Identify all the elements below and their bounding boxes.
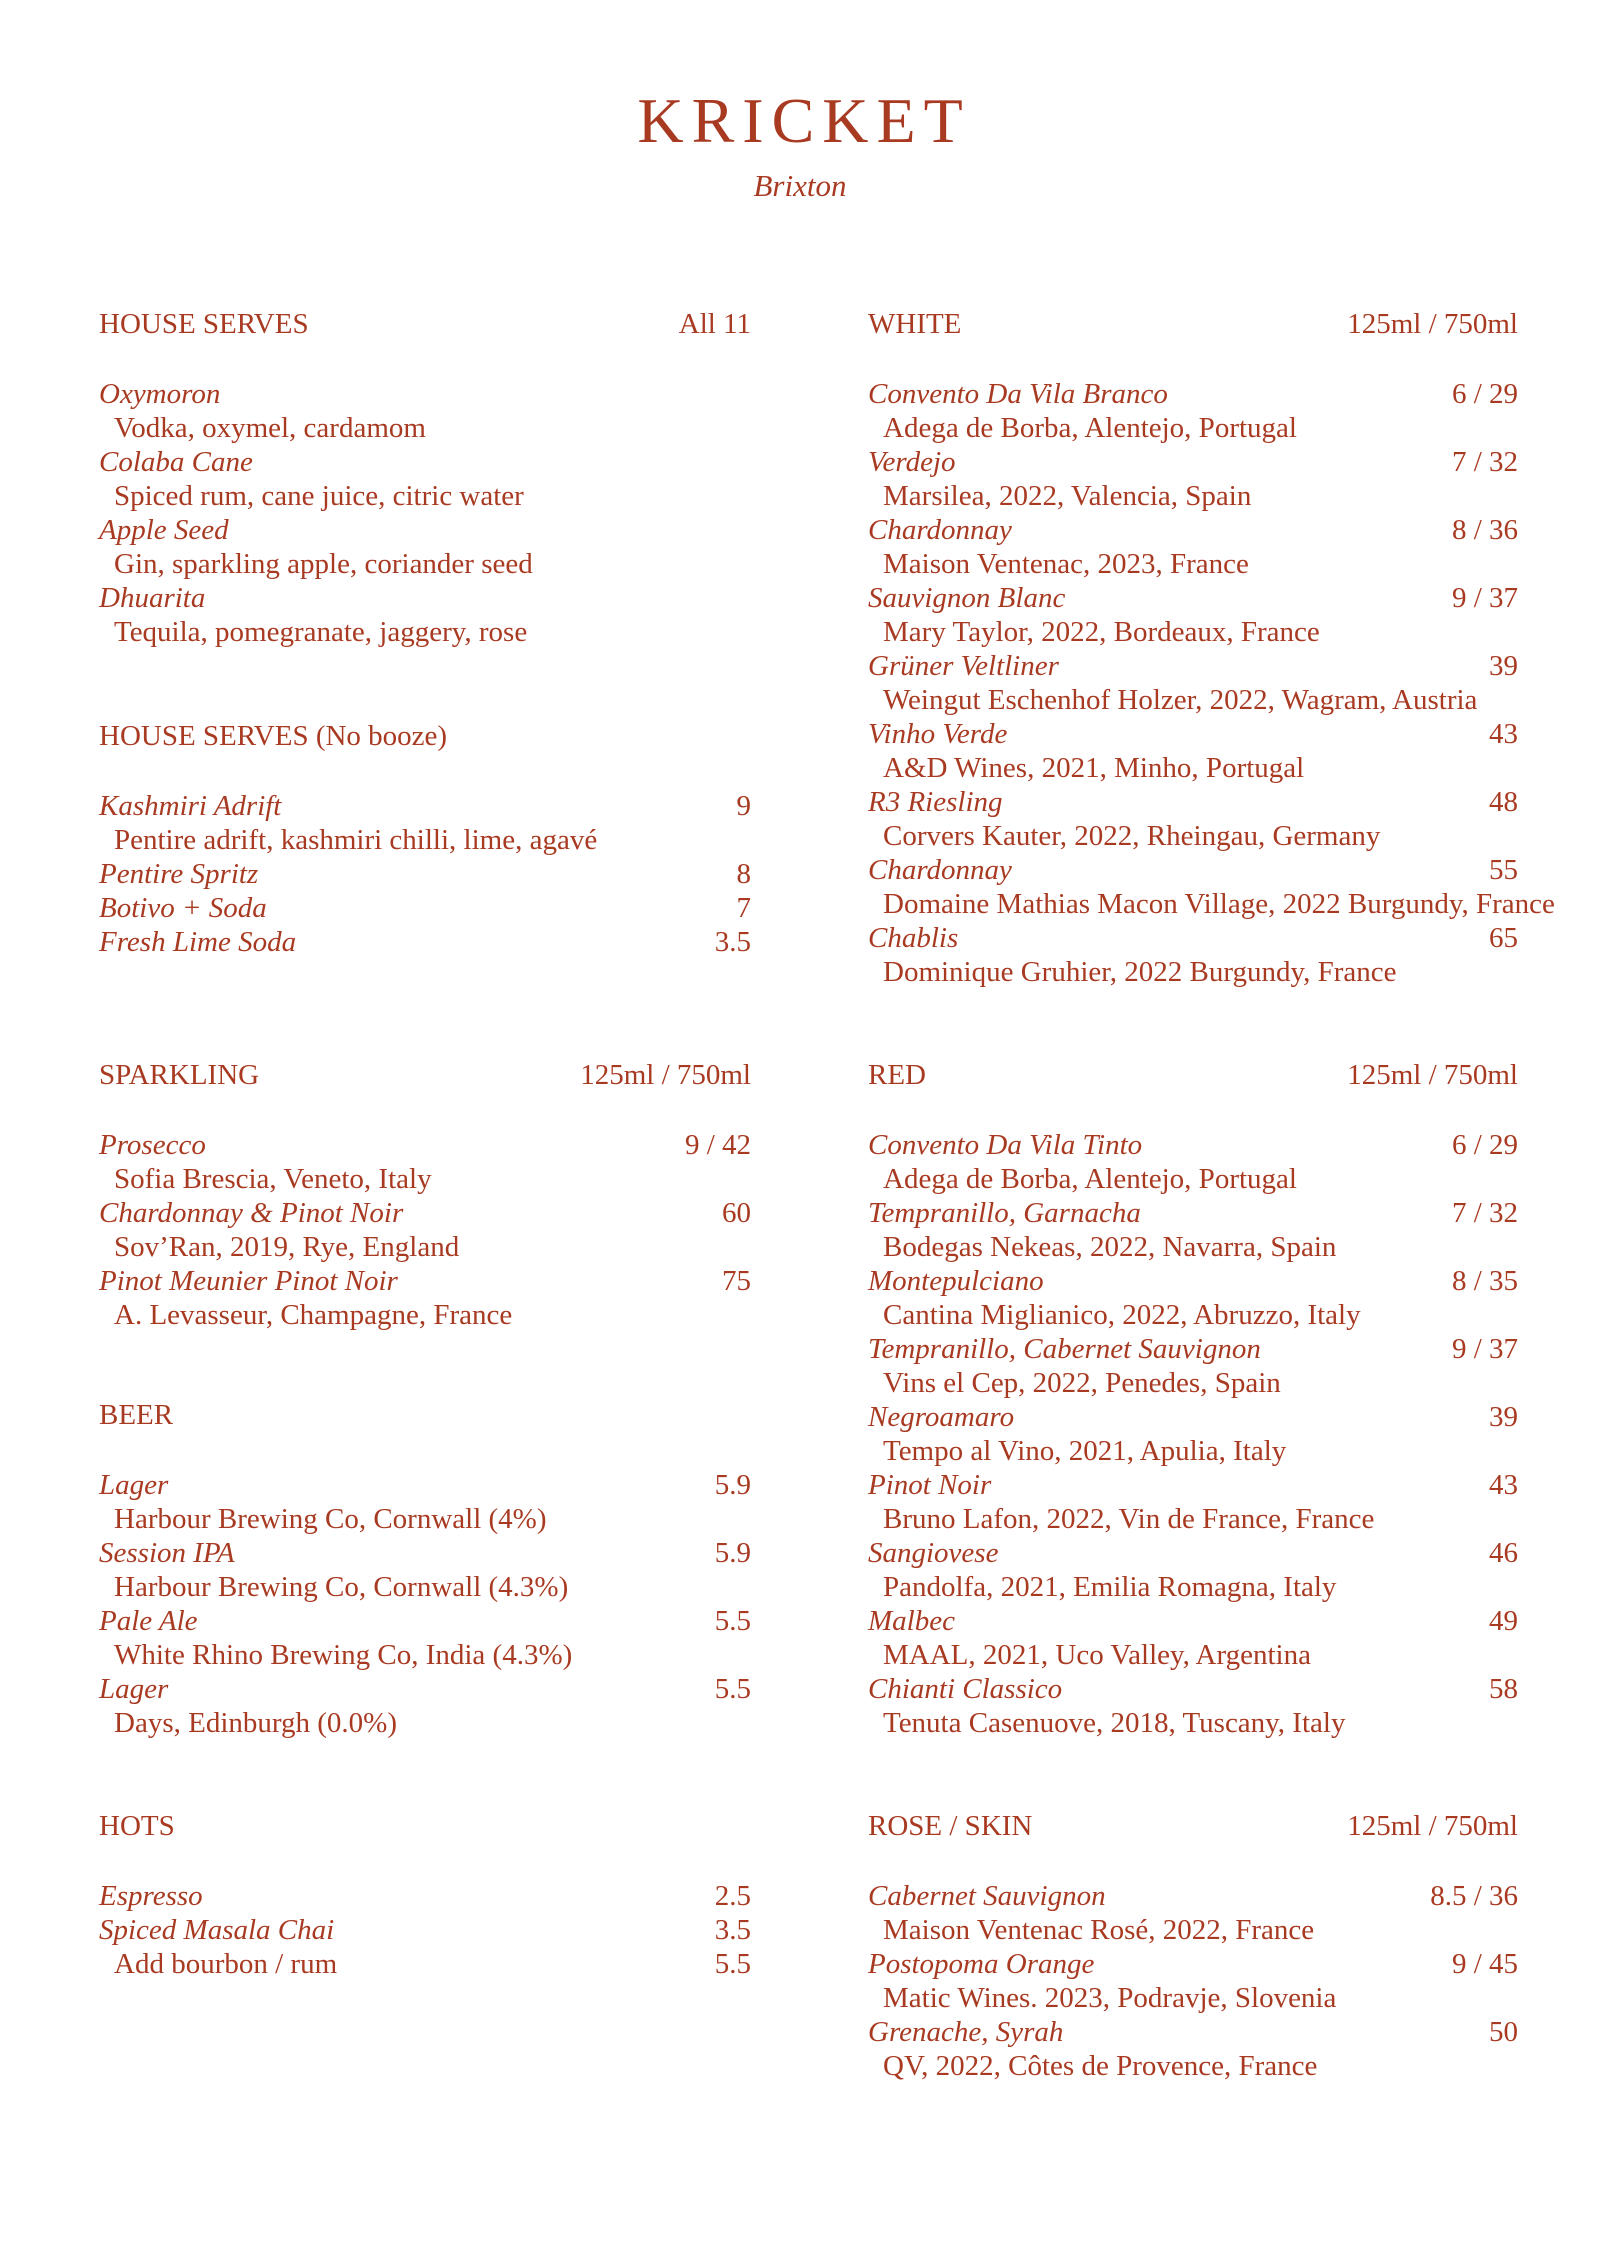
menu-item-price: 2.5 xyxy=(714,1880,751,1912)
menu-item-detail: Sofia Brescia, Veneto, Italy xyxy=(114,1163,432,1195)
menu-item-price: 9 xyxy=(736,790,751,822)
menu-item-name: Espresso xyxy=(99,1880,203,1912)
menu-item-row xyxy=(868,1264,1518,1298)
menu-item-detail: Gin, sparkling apple, coriander seed xyxy=(114,548,533,580)
menu-item-detail: Days, Edinburgh (0.0%) xyxy=(114,1707,397,1739)
menu-item-price: 46 xyxy=(1489,1537,1518,1569)
menu-item-name: Chardonnay xyxy=(868,854,1012,886)
menu-item-detail: Maison Ventenac, 2023, France xyxy=(883,548,1249,580)
section-heading: SPARKLING xyxy=(99,1059,260,1091)
menu-item-price: 43 xyxy=(1489,1469,1518,1501)
menu-item-detail: Tenuta Casenuove, 2018, Tuscany, Italy xyxy=(883,1707,1346,1739)
section-house-serves xyxy=(99,307,751,649)
menu-item-name: Colaba Cane xyxy=(99,446,253,478)
menu-item-row xyxy=(868,377,1518,411)
section-price-header: 125ml / 750ml xyxy=(1347,1810,1518,1842)
menu-item-name: Postopoma Orange xyxy=(868,1948,1095,1980)
section-price-header: 125ml / 750ml xyxy=(1347,308,1518,340)
menu-item-price: 43 xyxy=(1489,718,1518,750)
menu-item-row xyxy=(868,1400,1518,1434)
section-rose-skin xyxy=(868,1809,1518,2083)
menu-item-row xyxy=(99,925,751,959)
menu-item-row xyxy=(868,581,1518,615)
section-header-row xyxy=(99,1809,751,1843)
section-items xyxy=(99,1128,751,1332)
menu-item-detail: A&D Wines, 2021, Minho, Portugal xyxy=(883,752,1305,784)
menu-item-row xyxy=(99,1913,751,1947)
section-red xyxy=(868,1058,1518,1740)
menu-item-detail: Bruno Lafon, 2022, Vin de France, France xyxy=(883,1503,1375,1535)
menu-item-price: 6 / 29 xyxy=(1451,1129,1518,1161)
menu-item-row xyxy=(868,2015,1518,2049)
menu-item-price: 5.5 xyxy=(714,1605,751,1637)
menu-item-name: Pale Ale xyxy=(99,1605,198,1637)
menu-item-name: Kashmiri Adrift xyxy=(99,790,282,822)
menu-item-price: 60 xyxy=(722,1197,751,1229)
menu-item-price: 7 / 32 xyxy=(1451,1197,1518,1229)
section-white xyxy=(868,307,1555,989)
menu-item-row xyxy=(868,1879,1518,1913)
section-items xyxy=(99,377,751,649)
section-heading: BEER xyxy=(99,1399,174,1431)
menu-item-detail: Adega de Borba, Alentejo, Portugal xyxy=(883,412,1297,444)
menu-item-price: 8 / 36 xyxy=(1451,514,1518,546)
section-items xyxy=(868,1879,1518,2083)
menu-item-price: 7 xyxy=(736,892,751,924)
menu-item-row xyxy=(868,1332,1518,1366)
menu-item-detail: Maison Ventenac Rosé, 2022, France xyxy=(883,1914,1315,1946)
menu-item-name: Sangiovese xyxy=(868,1537,999,1569)
menu-item-price: 75 xyxy=(722,1265,751,1297)
menu-item-row xyxy=(99,581,751,615)
section-items xyxy=(868,377,1555,989)
section-header-row xyxy=(99,1058,751,1092)
menu-item-row xyxy=(868,853,1518,887)
section-items xyxy=(868,1128,1518,1740)
menu-item-row xyxy=(868,1128,1518,1162)
section-header-row xyxy=(868,1809,1518,1843)
menu-item-name: Cabernet Sauvignon xyxy=(868,1880,1106,1912)
menu-item-name: Oxymoron xyxy=(99,378,221,410)
menu-item-row xyxy=(868,445,1518,479)
menu-item-row xyxy=(868,1468,1518,1502)
section-price-header: All 11 xyxy=(678,308,751,340)
menu-item-name: Session IPA xyxy=(99,1537,235,1569)
section-price-header: 125ml / 750ml xyxy=(1347,1059,1518,1091)
menu-item-detail: Harbour Brewing Co, Cornwall (4%) xyxy=(114,1503,547,1535)
menu-item-name: Apple Seed xyxy=(99,514,229,546)
menu-item-name: Prosecco xyxy=(99,1129,206,1161)
menu-item-detail: Dominique Gruhier, 2022 Burgundy, France xyxy=(883,956,1397,988)
menu-item-price: 3.5 xyxy=(714,1914,751,1946)
menu-item-name: Grüner Veltliner xyxy=(868,650,1059,682)
menu-item-price: 8.5 / 36 xyxy=(1430,1880,1518,1912)
menu-item-price: 49 xyxy=(1489,1605,1518,1637)
menu-item-name: Malbec xyxy=(868,1605,955,1637)
menu-item-name: Fresh Lime Soda xyxy=(99,926,297,958)
menu-item-price: 55 xyxy=(1489,854,1518,886)
menu-item-detail: A. Levasseur, Champagne, France xyxy=(114,1299,513,1331)
menu-item-row xyxy=(99,1947,751,1981)
section-sparkling xyxy=(99,1058,751,1332)
menu-item-name: Grenache, Syrah xyxy=(868,2016,1064,2048)
menu-item-row xyxy=(868,1947,1518,1981)
section-items xyxy=(99,789,751,959)
menu-item-row xyxy=(99,377,751,411)
menu-item-price: 9 / 45 xyxy=(1451,1948,1518,1980)
menu-item-detail: Bodegas Nekeas, 2022, Navarra, Spain xyxy=(883,1231,1337,1263)
menu-item-name: Chardonnay & Pinot Noir xyxy=(99,1197,404,1229)
menu-item-detail: Vodka, oxymel, cardamom xyxy=(114,412,426,444)
menu-column-right xyxy=(868,0,1555,2264)
section-header-row xyxy=(99,719,751,753)
menu-item-price: 39 xyxy=(1489,650,1518,682)
menu-item-name: Botivo + Soda xyxy=(99,892,267,924)
menu-item-row xyxy=(99,1879,751,1913)
menu-item-detail: Spiced rum, cane juice, citric water xyxy=(114,480,524,512)
menu-item-price: 8 / 35 xyxy=(1451,1265,1518,1297)
menu-item-price: 5.5 xyxy=(714,1948,751,1980)
menu-item-name: Pentire Spritz xyxy=(99,858,259,890)
menu-item-name: Vinho Verde xyxy=(868,718,1008,750)
menu-item-detail: MAAL, 2021, Uco Valley, Argentina xyxy=(883,1639,1311,1671)
menu-item-row xyxy=(868,513,1518,547)
menu-item-name: Montepulciano xyxy=(868,1265,1044,1297)
menu-item-name: Dhuarita xyxy=(99,582,206,614)
menu-item-detail: Marsilea, 2022, Valencia, Spain xyxy=(883,480,1252,512)
menu-item-name: Chardonnay xyxy=(868,514,1012,546)
menu-item-detail: Sov’Ran, 2019, Rye, England xyxy=(114,1231,460,1263)
menu-item-price: 7 / 32 xyxy=(1451,446,1518,478)
section-header-row xyxy=(99,1398,751,1432)
section-heading: RED xyxy=(868,1059,926,1091)
section-hots xyxy=(99,1809,751,1981)
menu-item-price: 5.9 xyxy=(714,1537,751,1569)
section-heading: ROSE / SKIN xyxy=(868,1810,1033,1842)
menu-item-row xyxy=(99,891,751,925)
menu-item-price: 9 / 37 xyxy=(1451,582,1518,614)
menu-item-row xyxy=(868,717,1518,751)
menu-item-name: Lager xyxy=(99,1469,169,1501)
section-heading: HOUSE SERVES (No booze) xyxy=(99,720,448,752)
menu-item-row xyxy=(868,1672,1518,1706)
menu-item-detail: Cantina Miglianico, 2022, Abruzzo, Italy xyxy=(883,1299,1361,1331)
menu-item-row xyxy=(868,1536,1518,1570)
menu-item-name: Lager xyxy=(99,1673,169,1705)
menu-item-name: Sauvignon Blanc xyxy=(868,582,1066,614)
menu-item-row xyxy=(99,1672,751,1706)
menu-item-price: 58 xyxy=(1489,1673,1518,1705)
menu-item-price: 6 / 29 xyxy=(1451,378,1518,410)
menu-item-detail: Pentire adrift, kashmiri chilli, lime, agavé xyxy=(114,824,598,856)
menu-item-detail: Corvers Kauter, 2022, Rheingau, Germany xyxy=(883,820,1381,852)
section-header-row xyxy=(868,307,1518,341)
menu-item-name: Chablis xyxy=(868,922,959,954)
section-price-header: 125ml / 750ml xyxy=(580,1059,751,1091)
menu-item-detail: Harbour Brewing Co, Cornwall (4.3%) xyxy=(114,1571,569,1603)
menu-item-name: Tempranillo, Cabernet Sauvignon xyxy=(868,1333,1261,1365)
menu-item-name: Negroamaro xyxy=(868,1401,1015,1433)
menu-item-price: 65 xyxy=(1489,922,1518,954)
menu-item-row xyxy=(868,649,1518,683)
menu-item-price: 48 xyxy=(1489,786,1518,818)
menu-item-name: Spiced Masala Chai xyxy=(99,1914,335,1946)
menu-item-row xyxy=(99,513,751,547)
menu-item-name: Add bourbon / rum xyxy=(114,1948,338,1980)
menu-item-detail: QV, 2022, Côtes de Provence, France xyxy=(883,2050,1318,2082)
menu-item-row xyxy=(99,789,751,823)
menu-item-detail: Weingut Eschenhof Holzer, 2022, Wagram, Austria xyxy=(883,684,1478,716)
section-header-row xyxy=(99,307,751,341)
menu-item-detail: Tempo al Vino, 2021, Apulia, Italy xyxy=(883,1435,1287,1467)
menu-item-detail: Adega de Borba, Alentejo, Portugal xyxy=(883,1163,1297,1195)
menu-item-price: 3.5 xyxy=(714,926,751,958)
section-house-serves-no-booze xyxy=(99,719,751,959)
section-items xyxy=(99,1468,751,1740)
menu-item-name: Verdejo xyxy=(868,446,956,478)
menu-item-row xyxy=(99,1468,751,1502)
page-subtitle: Brixton xyxy=(753,168,847,203)
menu-item-detail: Matic Wines. 2023, Podravje, Slovenia xyxy=(883,1982,1337,2014)
menu-item-row xyxy=(868,1604,1518,1638)
menu-item-price: 9 / 37 xyxy=(1451,1333,1518,1365)
menu-item-row xyxy=(868,1196,1518,1230)
menu-item-price: 50 xyxy=(1489,2016,1518,2048)
section-heading: WHITE xyxy=(868,308,962,340)
menu-item-detail: Tequila, pomegranate, jaggery, rose xyxy=(114,616,528,648)
menu-item-row xyxy=(99,1264,751,1298)
section-items xyxy=(99,1879,751,1981)
section-beer xyxy=(99,1398,751,1740)
menu-item-row xyxy=(99,445,751,479)
menu-item-row xyxy=(99,1604,751,1638)
menu-item-detail: Mary Taylor, 2022, Bordeaux, France xyxy=(883,616,1320,648)
menu-item-detail: Domaine Mathias Macon Village, 2022 Burgundy, France xyxy=(883,888,1555,920)
menu-item-row xyxy=(868,785,1518,819)
menu-item-detail: Pandolfa, 2021, Emilia Romagna, Italy xyxy=(883,1571,1337,1603)
page-title: KRICKET xyxy=(637,85,971,156)
menu-item-name: Chianti Classico xyxy=(868,1673,1063,1705)
menu-item-price: 39 xyxy=(1489,1401,1518,1433)
menu-item-detail: White Rhino Brewing Co, India (4.3%) xyxy=(114,1639,573,1671)
section-header-row xyxy=(868,1058,1518,1092)
menu-item-price: 5.5 xyxy=(714,1673,751,1705)
section-heading: HOUSE SERVES xyxy=(99,308,309,340)
menu-item-row xyxy=(99,1128,751,1162)
menu-item-name: Tempranillo, Garnacha xyxy=(868,1197,1141,1229)
menu-column-left xyxy=(99,0,751,2264)
menu-item-row xyxy=(868,921,1518,955)
section-heading: HOTS xyxy=(99,1810,175,1842)
menu-item-name: R3 Riesling xyxy=(868,786,1003,818)
menu-item-row xyxy=(99,1196,751,1230)
menu-item-name: Pinot Noir xyxy=(868,1469,992,1501)
menu-item-detail: Vins el Cep, 2022, Penedes, Spain xyxy=(883,1367,1281,1399)
menu-item-name: Pinot Meunier Pinot Noir xyxy=(99,1265,398,1297)
menu-item-name: Convento Da Vila Branco xyxy=(868,378,1168,410)
menu-item-name: Convento Da Vila Tinto xyxy=(868,1129,1143,1161)
menu-item-row xyxy=(99,1536,751,1570)
menu-item-price: 8 xyxy=(736,858,751,890)
menu-item-price: 5.9 xyxy=(714,1469,751,1501)
menu-item-row xyxy=(99,857,751,891)
menu-item-price: 9 / 42 xyxy=(684,1129,751,1161)
